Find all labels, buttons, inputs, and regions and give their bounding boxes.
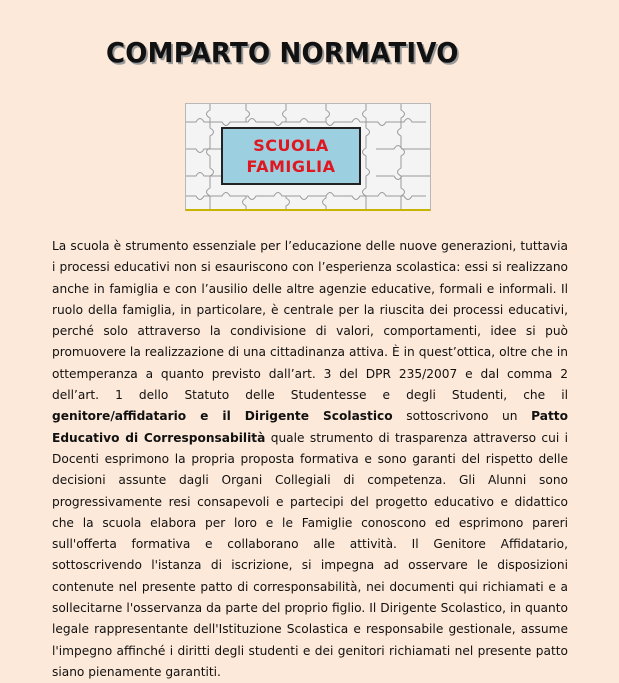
body-text-part1: La scuola è strumento essenziale per l’educazione delle nuove generazioni, tuttavia i processi educativi non si esauriscono con l’esperienza scolastica: essi si realizzano anche in famiglia e con l’ausilio delle altre agenzie educative, formali e informali. Il ruolo della famiglia, in particolare, è centrale per la riuscita dei processi educativi, perché solo attraverso la condivisione di valori, comportamenti, idee si può promuovere la realizzazione di una cittadinanza attiva. È in quest’ottica, oltre che in ottemperanza a quanto previsto dall’art. 3 del DPR 235/2007 e dal comma 2 dell’art. 1 dello Statuto delle Studentesse e degli Studenti, che il bbox=[52, 239, 568, 403]
body-bold-patto: Patto Educativo di Corresponsabilità bbox=[52, 409, 568, 445]
body-paragraph bbox=[52, 236, 568, 683]
puzzle-label-line1: SCUOLA bbox=[253, 136, 329, 155]
puzzle-label-line2: FAMIGLIA bbox=[246, 157, 336, 176]
page-title: COMPARTO NORMATIVO bbox=[106, 36, 459, 69]
body-bold-signatories: genitore/affidatario e il Dirigente Scolastico bbox=[52, 409, 393, 424]
puzzle-label-box bbox=[221, 127, 361, 185]
puzzle-banner-image bbox=[185, 103, 431, 211]
body-text-part3: quale strumento di trasparenza attraverso cui i Docenti esprimono la propria proposta formativa e sono garanti del rispetto delle decisioni assunte dagli Organi Collegiali di competenza. Gli Alunni sono progressivamente resi consapevoli e partecipi del progetto educativo e didattico che la scuola elabora per loro e le Famiglie conoscono ed esprimono pareri sull'offerta formativa e collaborano alle attività. Il Genitore Affidatario, sottoscrivendo l'istanza di iscrizione, si impegna ad osservare le disposizioni contenute nel presente patto di corresponsabilità, nei documenti qui richiamati e a sollecitarne l'osservanza da parte del proprio figlio. Il Dirigente Scolastico, in quanto legale rappresentante dell'Istituzione Scolastica e responsabile gestionale, assume l'impegno affinché i diritti degli studenti e dei genitori richiamati nel presente patto siano pienamente garantiti. bbox=[52, 430, 568, 679]
body-text-part2: sottoscrivono un bbox=[392, 409, 532, 424]
